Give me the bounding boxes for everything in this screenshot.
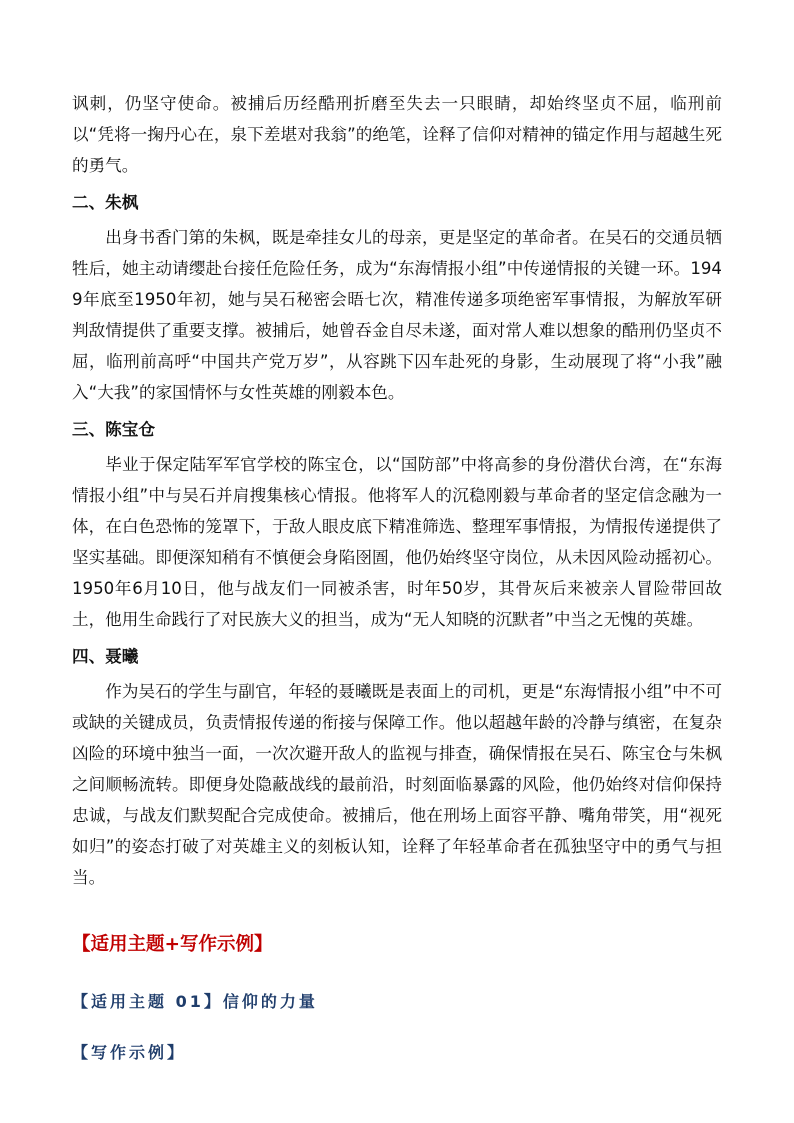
section-body-nie-xi: 作为吴石的学生与副官，年轻的聂曦既是表面上的司机，更是“东海情报小组”中不可或缺的关键成员，负责情报传递的衔接与保障工作。他以超越年龄的冷静与缜密，在复杂凶险的环境中独当一面，一次次避开敌人的监视与排查，确保情报在吴石、陈宝仓与朱枫之间顺畅流转。即便身处隐蔽战线的最前沿，时刻面临暴露的风险，他仍始终对信仰保持忠诚，与战友们默契配合完成使命。被捕后，他在刑场上面容平静、嘴角带笑，用“视死如归”的姿态打破了对英雄主义的刻板认知，诠释了年轻革命者在孤独坚守中的勇气与担当。: [72, 682, 722, 887]
document-page: [72, 88, 722, 1068]
theme-heading: 【适用主题 01】信仰的力量: [72, 992, 318, 1011]
topic-section-title: 【适用主题+写作示例】: [72, 934, 273, 955]
section-heading-chen-baocang: 三、陈宝仓: [72, 420, 155, 439]
section-body-zhu-feng: 出身书香门第的朱枫，既是牵挂女儿的母亲，更是坚定的革命者。在吴石的交通员牺牲后，她主动请缨赴台接任危险任务，成为“东海情报小组”中传递情报的关键一环。1949年底至1950年初，她与吴石秘密会晤七次，精准传递多项绝密军事情报，为解放军研判敌情提供了重要支撑。被捕后，她曾吞金自尽未遂，面对常人难以想象的酷刑仍坚贞不屈，临刑前高呼“中国共产党万岁”，从容跳下囚车赴死的身影，生动展现了将“小我”融入“大我”的家国情怀与女性英雄的刚毅本色。: [72, 228, 722, 402]
example-heading: 【写作示例】: [72, 1043, 187, 1062]
section-heading-zhu-feng: 二、朱枫: [72, 193, 139, 212]
section-heading-nie-xi: 四、聂曦: [72, 647, 139, 666]
section-body-chen-baocang: 毕业于保定陆军军官学校的陈宝仓，以“国防部”中将高参的身份潜伏台湾，在“东海情报小组”中与吴石并肩搜集核心情报。他将军人的沉稳刚毅与革命者的坚定信念融为一体，在白色恐怖的笼罩下，于敌人眼皮底下精准筛选、整理军事情报，为情报传递提供了坚实基础。即便深知稍有不慎便会身陷囹圄，他仍始终坚守岗位，从未因风险动摇初心。1950年6月10日，他与战友们一同被杀害，时年50岁，其骨灰后来被亲人冒险带回故土，他用生命践行了对民族大义的担当，成为“无人知晓的沉默者”中当之无愧的英雄。: [72, 455, 722, 629]
intro-paragraph: 讽刺，仍坚守使命。被捕后历经酷刑折磨至失去一只眼睛，却始终坚贞不屈，临刑前以“凭将一掬丹心在，泉下差堪对我翁”的绝笔，诠释了信仰对精神的锚定作用与超越生死的勇气。: [72, 94, 722, 175]
